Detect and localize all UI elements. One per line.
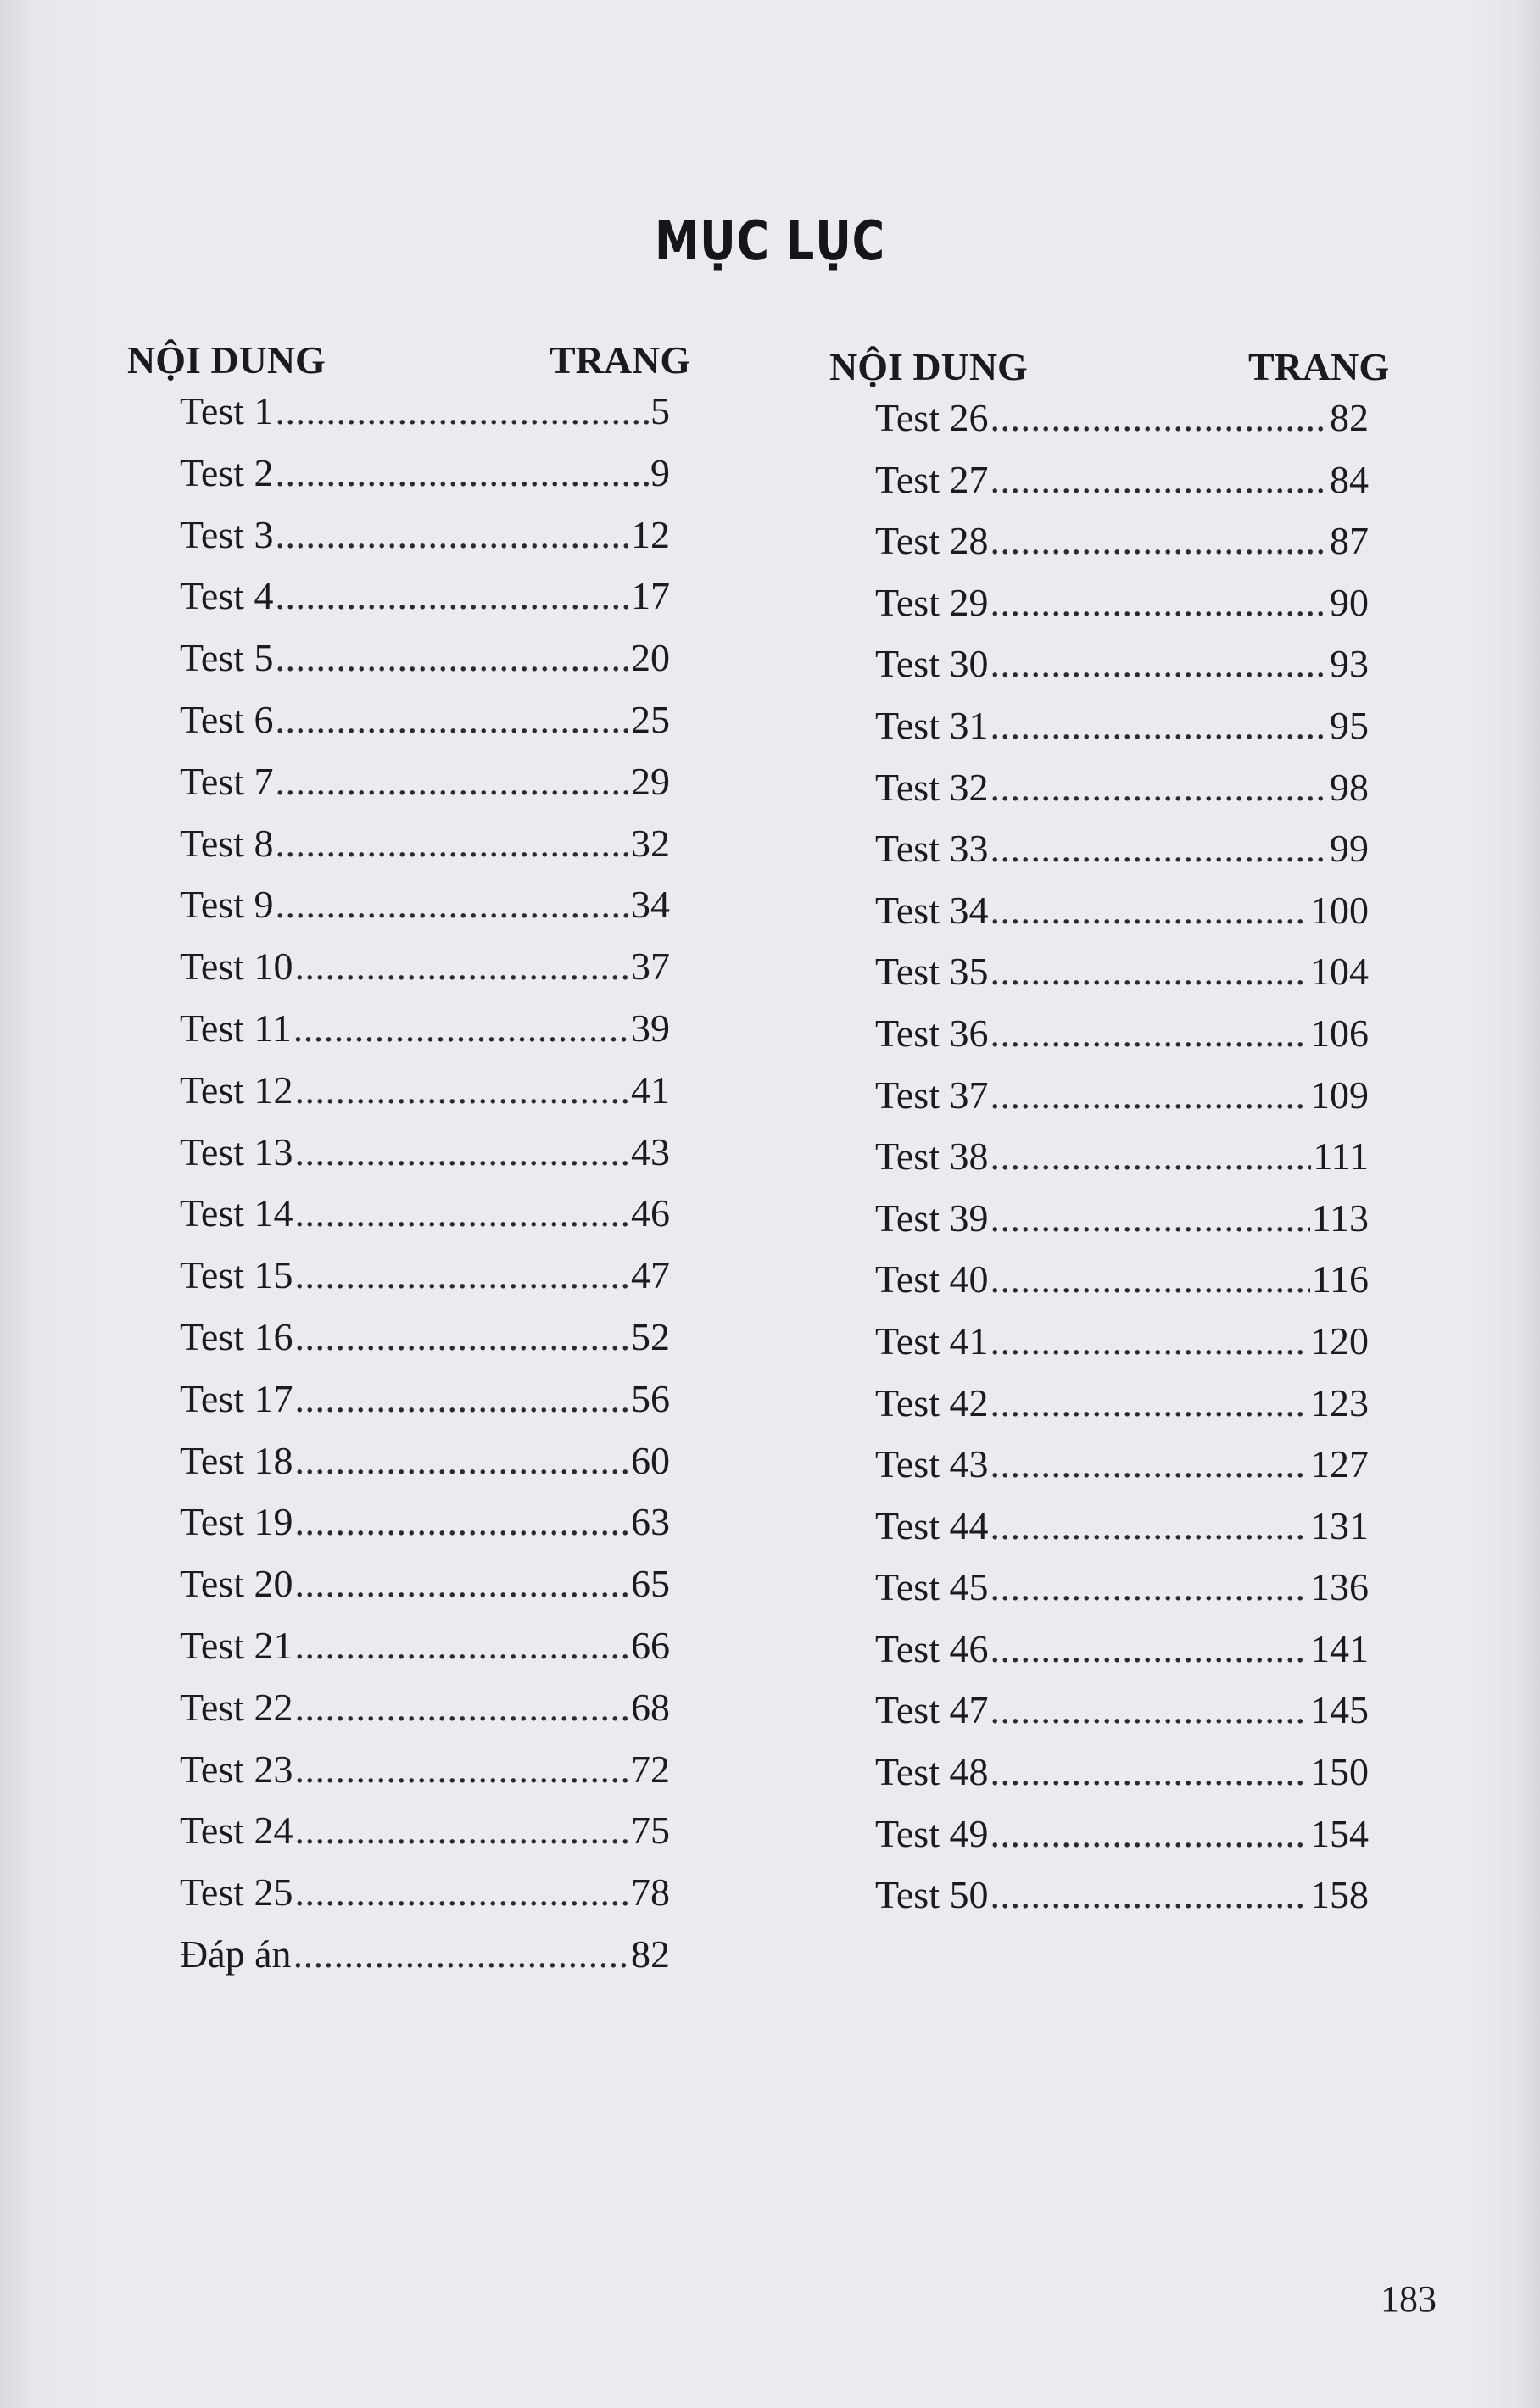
toc-entry-page: 123 <box>1310 1380 1369 1424</box>
toc-entry-label: Test 7 <box>180 759 274 803</box>
toc-entry <box>875 888 1369 950</box>
header-content-label: NỘI DUNG <box>829 345 1028 388</box>
toc-entry-label: Test 27 <box>875 457 989 501</box>
dot-leader <box>990 1134 1312 1179</box>
toc-entry-label: Test 25 <box>180 1870 293 1915</box>
toc-entry-label: Test 10 <box>180 945 293 989</box>
toc-entry <box>875 580 1369 642</box>
toc-entry-page: 72 <box>631 1747 670 1791</box>
toc-entry-page: 56 <box>631 1376 670 1420</box>
toc-entry <box>180 1376 670 1438</box>
toc-entry-page: 75 <box>631 1809 670 1853</box>
toc-left-header <box>127 337 704 388</box>
toc-entry <box>180 1685 670 1747</box>
dot-leader <box>276 697 630 742</box>
toc-entry-page: 60 <box>631 1438 670 1482</box>
toc-entry-label: Test 4 <box>180 574 274 618</box>
toc-entry-page: 100 <box>1310 888 1369 932</box>
dot-leader <box>990 1503 1309 1548</box>
dot-leader <box>276 821 630 866</box>
toc-entry <box>875 949 1369 1011</box>
toc-entry <box>875 1011 1369 1073</box>
toc-entry <box>875 1318 1369 1380</box>
toc-entry <box>180 450 670 512</box>
toc-entry <box>180 1314 670 1376</box>
toc-entry <box>875 703 1369 765</box>
toc-entry <box>180 388 670 450</box>
toc-entry-label: Test 6 <box>180 697 274 741</box>
toc-entry-label: Test 29 <box>875 580 989 624</box>
toc-entry-page: 46 <box>631 1191 670 1235</box>
dot-leader <box>990 1626 1309 1671</box>
dot-leader <box>276 388 650 433</box>
dot-leader <box>295 1623 630 1668</box>
dot-leader <box>990 888 1309 933</box>
toc-entry-page: 113 <box>1311 1196 1369 1240</box>
toc-entry-page: 141 <box>1310 1626 1369 1670</box>
toc-left-column <box>127 337 704 1993</box>
toc-entry-page: 111 <box>1313 1134 1369 1179</box>
toc-entry-page: 84 <box>1330 457 1369 501</box>
toc-entry-label: Test 16 <box>180 1314 293 1358</box>
toc-entry <box>180 821 670 883</box>
toc-entry <box>180 1747 670 1809</box>
toc-entry-label: Test 17 <box>180 1376 293 1420</box>
toc-entry <box>875 1441 1369 1503</box>
toc-entry-label: Test 50 <box>875 1873 989 1917</box>
toc-entry <box>180 1870 670 1931</box>
dot-leader <box>990 395 1329 440</box>
dot-leader <box>990 518 1329 563</box>
toc-entry-label: Test 49 <box>875 1811 989 1855</box>
page-title: MỤC LỤC <box>655 210 885 273</box>
toc-entry-label: Test 48 <box>875 1750 989 1794</box>
toc-entry <box>875 457 1369 519</box>
toc-entry-page: 116 <box>1311 1257 1369 1302</box>
toc-entry <box>875 641 1369 703</box>
dot-leader <box>990 1257 1310 1302</box>
toc-entry-label: Đáp án <box>180 1931 292 1976</box>
toc-entry-label: Test 26 <box>875 396 989 439</box>
toc-entry-label: Test 22 <box>180 1685 293 1729</box>
toc-entry-label: Test 13 <box>180 1129 293 1173</box>
toc-entry <box>180 1931 670 1993</box>
dot-leader <box>990 1441 1309 1486</box>
dot-leader <box>990 765 1329 810</box>
toc-entry-page: 82 <box>631 1931 670 1976</box>
toc-entry-page: 17 <box>631 574 670 618</box>
toc-entry-page: 66 <box>631 1623 670 1667</box>
toc-entry-page: 20 <box>631 636 670 680</box>
dot-leader <box>990 641 1329 686</box>
dot-leader <box>295 1129 630 1174</box>
toc-entry <box>180 1252 670 1314</box>
dot-leader <box>990 1687 1309 1732</box>
dot-leader <box>295 1747 630 1792</box>
toc-entry-page: 95 <box>1330 703 1369 747</box>
toc-entry-label: Test 12 <box>180 1067 293 1112</box>
toc-entry-page: 106 <box>1310 1011 1369 1055</box>
dot-leader <box>295 1252 630 1297</box>
toc-entry-label: Test 19 <box>180 1500 293 1544</box>
toc-entry-label: Test 24 <box>180 1809 293 1853</box>
dot-leader <box>990 826 1329 871</box>
toc-entry-label: Test 8 <box>180 821 274 865</box>
toc-entry-label: Test 20 <box>180 1562 293 1606</box>
toc-entry-page: 5 <box>650 389 670 432</box>
toc-entry <box>875 1564 1369 1626</box>
toc-entry-page: 37 <box>631 945 670 989</box>
toc-entry-label: Test 11 <box>180 1006 292 1050</box>
dot-leader <box>295 1438 630 1483</box>
toc-entry <box>180 512 670 574</box>
header-page-label: TRANG <box>1248 345 1390 388</box>
toc-entry-label: Test 30 <box>875 642 989 686</box>
toc-entry-page: 43 <box>631 1129 670 1173</box>
toc-entry <box>180 944 670 1006</box>
toc-entry-label: Test 43 <box>875 1442 989 1486</box>
toc-entry <box>180 1067 670 1129</box>
toc-entry-page: 109 <box>1310 1073 1369 1117</box>
toc-entry-page: 158 <box>1310 1873 1369 1917</box>
toc-entry-page: 32 <box>631 821 670 865</box>
dot-leader <box>293 1931 629 1976</box>
toc-entry-label: Test 23 <box>180 1747 293 1791</box>
dot-leader <box>990 703 1329 748</box>
toc-entry-label: Test 28 <box>875 519 989 563</box>
toc-entry-label: Test 45 <box>875 1565 989 1609</box>
toc-entry <box>180 1808 670 1870</box>
toc-entry-label: Test 21 <box>180 1623 293 1667</box>
toc-entry-label: Test 9 <box>180 883 274 927</box>
toc-entry <box>875 395 1369 457</box>
toc-entry-label: Test 36 <box>875 1011 989 1055</box>
dot-leader <box>990 1564 1309 1609</box>
toc-entry-page: 9 <box>650 450 670 494</box>
toc-entry-label: Test 33 <box>875 827 989 871</box>
toc-entry <box>180 1190 670 1252</box>
toc-right-list <box>875 395 1369 1934</box>
toc-entry-label: Test 35 <box>875 950 989 994</box>
dot-leader <box>990 457 1329 502</box>
toc-entry-label: Test 5 <box>180 636 274 680</box>
toc-entry-label: Test 14 <box>180 1191 293 1235</box>
toc-entry-page: 12 <box>631 512 670 556</box>
dot-leader <box>276 759 630 804</box>
dot-leader <box>990 1749 1309 1794</box>
dot-leader <box>295 1376 630 1421</box>
toc-entry-page: 63 <box>631 1500 670 1544</box>
toc-entry <box>180 1006 670 1067</box>
toc-entry-page: 65 <box>631 1562 670 1606</box>
toc-entry-page: 68 <box>631 1685 670 1729</box>
toc-entry <box>875 1134 1369 1196</box>
toc-entry-page: 131 <box>1310 1503 1369 1547</box>
dot-leader <box>990 580 1329 625</box>
toc-entry <box>180 1438 670 1500</box>
toc-entry-label: Test 39 <box>875 1196 989 1240</box>
toc-entry-page: 41 <box>631 1067 670 1112</box>
dot-leader <box>295 1499 630 1544</box>
toc-entry-page: 90 <box>1330 580 1369 624</box>
toc-entry-label: Test 37 <box>875 1073 989 1117</box>
toc-entry-label: Test 42 <box>875 1380 989 1424</box>
toc-entry <box>875 826 1369 888</box>
header-content-label: NỘI DUNG <box>127 338 326 382</box>
toc-entry-label: Test 32 <box>875 765 989 809</box>
toc-entry-label: Test 41 <box>875 1318 989 1363</box>
toc-entry-label: Test 47 <box>875 1688 989 1732</box>
toc-entry-page: 98 <box>1330 765 1369 809</box>
toc-entry <box>875 1073 1369 1134</box>
toc-entry <box>180 1129 670 1191</box>
toc-entry-label: Test 44 <box>875 1503 989 1547</box>
toc-entry <box>875 1503 1369 1565</box>
toc-entry-page: 82 <box>1330 396 1369 439</box>
dot-leader <box>295 1808 630 1853</box>
toc-entry-label: Test 3 <box>180 512 274 556</box>
toc-entry-page: 120 <box>1310 1318 1369 1363</box>
toc-entry <box>180 1623 670 1685</box>
dot-leader <box>295 1314 630 1359</box>
dot-leader <box>295 1561 630 1606</box>
dot-leader <box>295 944 630 989</box>
toc-entry-page: 127 <box>1310 1442 1369 1486</box>
toc-entry <box>875 1257 1369 1318</box>
toc-entry <box>180 759 670 821</box>
toc-entry-page: 150 <box>1310 1750 1369 1794</box>
toc-entry-label: Test 18 <box>180 1438 293 1482</box>
dot-leader <box>276 882 630 927</box>
header-page-label: TRANG <box>550 338 691 382</box>
toc-entry-page: 78 <box>631 1870 670 1915</box>
toc-entry-page: 104 <box>1310 950 1369 994</box>
toc-entry-label: Test 1 <box>180 389 274 432</box>
dot-leader <box>990 1872 1309 1917</box>
dot-leader <box>295 1067 630 1112</box>
dot-leader <box>295 1190 630 1235</box>
toc-entry-label: Test 31 <box>875 703 989 747</box>
toc-entry <box>875 518 1369 580</box>
toc-entry <box>180 1499 670 1561</box>
toc-entry-page: 136 <box>1310 1565 1369 1609</box>
toc-entry <box>875 1196 1369 1257</box>
dot-leader <box>990 1811 1309 1856</box>
toc-entry <box>180 1561 670 1623</box>
toc-entry-label: Test 38 <box>875 1134 989 1179</box>
toc-entry <box>180 635 670 697</box>
dot-leader <box>990 1011 1309 1056</box>
dot-leader <box>295 1685 630 1730</box>
toc-entry <box>875 765 1369 827</box>
toc-entry-label: Test 15 <box>180 1253 293 1297</box>
page-number: 183 <box>1381 2278 1437 2320</box>
toc-entry-page: 47 <box>631 1253 670 1297</box>
toc-entry-label: Test 46 <box>875 1626 989 1670</box>
dot-leader <box>293 1006 629 1051</box>
toc-entry <box>875 1811 1369 1873</box>
dot-leader <box>990 1318 1309 1363</box>
toc-entry-label: Test 2 <box>180 450 274 494</box>
dot-leader <box>276 573 630 618</box>
toc-entry-page: 34 <box>631 883 670 927</box>
toc-right-header <box>829 344 1406 395</box>
toc-left-list <box>180 388 670 1993</box>
dot-leader <box>990 1196 1310 1240</box>
toc-entry <box>875 1872 1369 1934</box>
toc-entry <box>875 1380 1369 1442</box>
toc-entry-label: Test 34 <box>875 888 989 932</box>
dot-leader <box>276 512 630 557</box>
toc-entry-page: 39 <box>631 1006 670 1050</box>
toc-entry-page: 52 <box>631 1314 670 1358</box>
toc-entry-page: 29 <box>631 759 670 803</box>
dot-leader <box>990 949 1309 994</box>
toc-entry <box>180 882 670 944</box>
toc-entry <box>875 1626 1369 1688</box>
dot-leader <box>276 635 630 680</box>
toc-entry <box>875 1687 1369 1749</box>
dot-leader <box>276 450 650 495</box>
toc-entry <box>180 697 670 759</box>
dot-leader <box>990 1380 1309 1425</box>
toc-entry <box>875 1749 1369 1811</box>
toc-entry-label: Test 40 <box>875 1257 989 1302</box>
dot-leader <box>295 1870 630 1915</box>
toc-entry-page: 87 <box>1330 519 1369 563</box>
toc-entry <box>180 573 670 635</box>
toc-entry-page: 93 <box>1330 642 1369 686</box>
toc-entry-page: 25 <box>631 697 670 741</box>
toc-entry-page: 154 <box>1310 1811 1369 1855</box>
toc-entry-page: 99 <box>1330 827 1369 871</box>
dot-leader <box>990 1073 1309 1118</box>
toc-entry-page: 145 <box>1310 1688 1369 1732</box>
toc-right-column <box>829 344 1406 1934</box>
